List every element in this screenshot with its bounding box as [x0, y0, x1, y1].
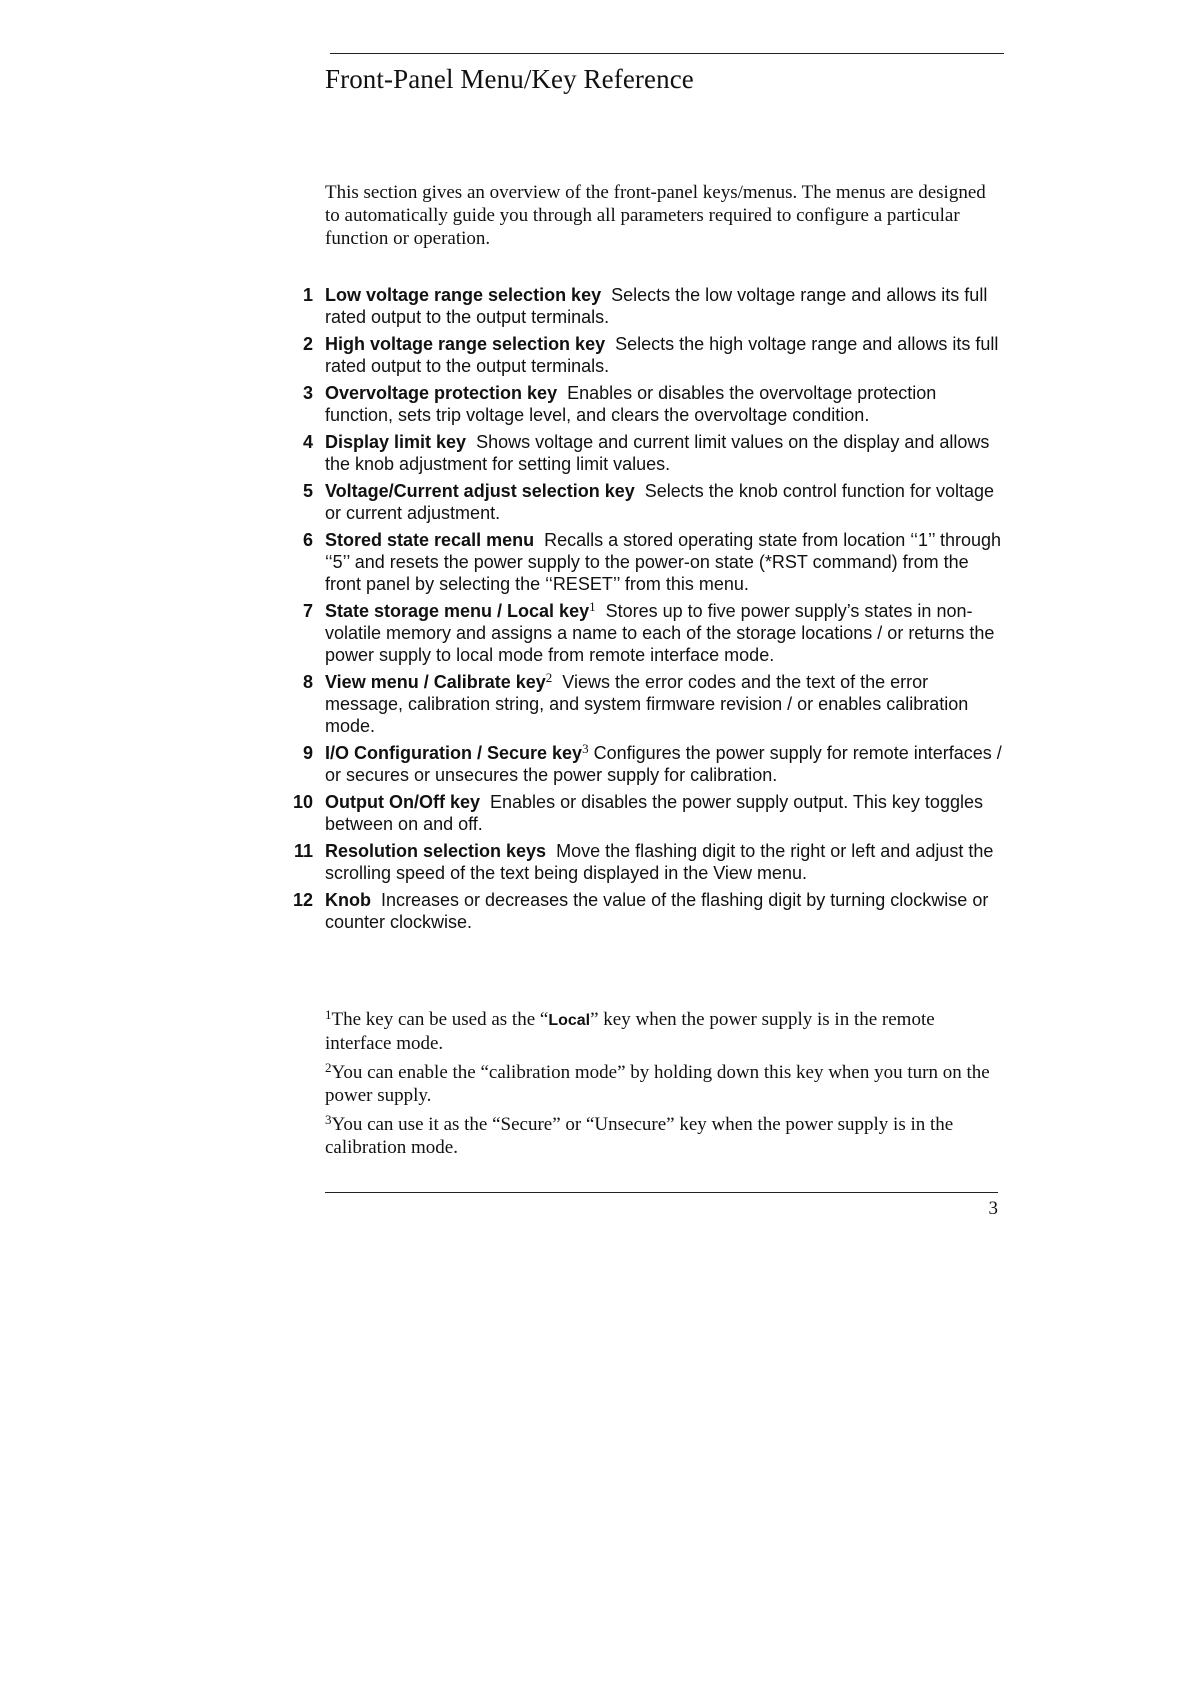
header-rule — [330, 53, 1004, 54]
item-number: 9 — [302, 743, 313, 763]
key-description: Enables or disables the overvoltage protection function, sets trip voltage level, and clears the overvoltage condition. — [325, 383, 937, 425]
key-name: State storage menu / Local key — [325, 601, 590, 621]
footnote-text: You can enable the “calibration mode” by holding down this key when you turn on the power supply. — [325, 1062, 990, 1106]
item-number: 1 — [302, 285, 313, 305]
footnote-text: ” key when the power supply is in the remote interface mode. — [325, 1009, 935, 1054]
key-list — [0, 284, 1005, 938]
key-description: Views the error codes and the text of the error message, calibration string, and system firmware revision / or enables calibration mode. — [325, 672, 969, 736]
key-name: Voltage/Current adjust selection key — [325, 481, 635, 501]
item-number: 12 — [292, 890, 313, 910]
footnote-text: The key can be used as the “ — [331, 1009, 549, 1030]
item-number: 2 — [302, 334, 313, 354]
item-number: 5 — [302, 481, 313, 501]
key-name: Stored state recall menu — [325, 530, 535, 550]
key-name: High voltage range selection key — [325, 334, 606, 354]
key-item-5 — [0, 480, 1005, 524]
item-number: 7 — [302, 601, 313, 621]
key-name: Overvoltage protection key — [325, 383, 558, 403]
key-description: Selects the low voltage range and allows its full rated output to the output terminals. — [325, 285, 988, 327]
item-number: 6 — [302, 530, 313, 550]
key-item-11 — [0, 840, 1005, 884]
key-description: Enables or disables the power supply output. This key toggles between on and off. — [325, 792, 983, 834]
footnote-number: 1 — [325, 1007, 332, 1022]
key-item-12 — [0, 889, 1005, 933]
key-description: Selects the knob control function for voltage or current adjustment. — [325, 481, 994, 523]
key-name: Resolution selection keys — [325, 841, 547, 861]
key-item-3 — [0, 382, 1005, 426]
item-number: 11 — [293, 841, 313, 861]
footer-rule — [325, 1192, 998, 1193]
item-number: 8 — [302, 672, 313, 692]
key-item-2 — [0, 333, 1005, 377]
key-description: Move the flashing digit to the right or left and adjust the scrolling speed of the text being displayed in the View menu. — [325, 841, 994, 883]
footnote-2 — [325, 1061, 1005, 1107]
footnote-marker: 3 — [582, 741, 589, 756]
key-item-6 — [0, 529, 1005, 595]
footnote-marker: 2 — [545, 670, 553, 685]
key-name: Output On/Off key — [325, 792, 480, 812]
footnote-number: 2 — [325, 1060, 332, 1075]
key-description: Recalls a stored operating state from location ‘‘1’’ through ‘‘5’’ and resets the power supply to the power-on state (*RST command) from the front panel by selecting the ‘‘RESET’’ from this menu. — [325, 530, 1002, 594]
item-number: 10 — [292, 792, 313, 812]
footnote-text: You can use it as the “Secure” or “Unsecure” key when the power supply is in the calibration mode. — [325, 1114, 954, 1158]
key-item-9 — [0, 742, 1005, 786]
page-title: Front-Panel Menu/Key Reference — [325, 64, 694, 94]
intro-paragraph: This section gives an overview of the front-panel keys/menus. The menus are designed to automatically guide you through all parameters required to configure a particular function or operation. — [325, 182, 986, 249]
key-name: Low voltage range selection key — [325, 285, 602, 305]
footnote-number: 3 — [325, 1112, 332, 1127]
page-number: 3 — [988, 1198, 998, 1219]
key-item-4 — [0, 431, 1005, 475]
footnotes — [325, 1008, 1005, 1165]
item-number: 3 — [302, 383, 313, 403]
footnote-1 — [325, 1008, 1005, 1055]
key-item-8 — [0, 671, 1005, 737]
key-description: Shows voltage and current limit values on the display and allows the knob adjustment for setting limit values. — [325, 432, 990, 474]
footnote-3 — [325, 1113, 1005, 1159]
key-name: Display limit key — [325, 432, 467, 452]
key-name: Knob — [325, 890, 371, 910]
item-number: 4 — [302, 432, 313, 452]
key-item-1 — [0, 284, 1005, 328]
key-description: Configures the power supply for remote interfaces / or secures or unsecures the power supply for calibration. — [325, 743, 1002, 785]
key-item-7 — [0, 600, 1005, 666]
key-name: View menu / Calibrate key — [325, 672, 546, 692]
key-name: I/O Configuration / Secure key — [325, 743, 583, 763]
key-item-10 — [0, 791, 1005, 835]
footnote-marker: 1 — [589, 599, 596, 614]
key-description: Stores up to five power supply’s states in non-volatile memory and assigns a name to each of the storage locations / or returns the power supply to local mode from remote interface mode. — [325, 601, 995, 665]
local-key-word: Local — [548, 1012, 591, 1029]
key-description: Selects the high voltage range and allows its full rated output to the output terminals. — [325, 334, 999, 376]
key-description: Increases or decreases the value of the flashing digit by turning clockwise or counter clockwise. — [325, 890, 989, 932]
